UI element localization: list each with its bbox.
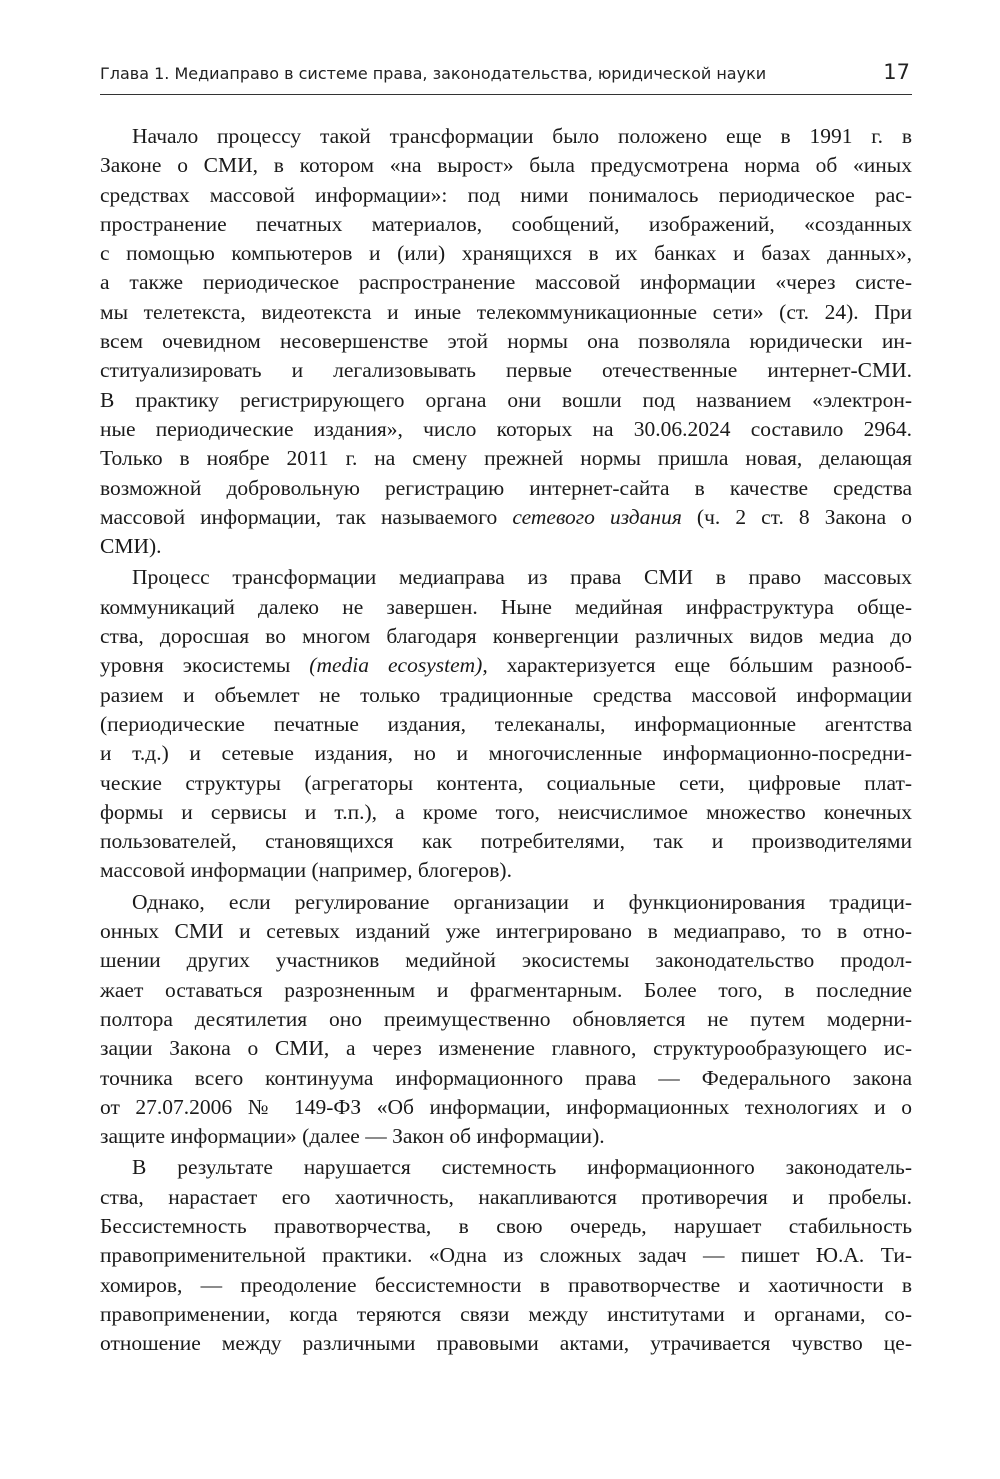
- text-line: жает оставаться разрозненным и фрагментарным. Более того, в последние: [100, 977, 912, 1002]
- text-line: ституализировать и легализовывать первые отечественные интернет-СМИ.: [100, 358, 912, 383]
- text-line: зации Закона о СМИ, а через изменение главного, структурообразующего ис-: [100, 1036, 912, 1061]
- text-line: Только в ноябре 2011 г. на смену прежней нормы пришла новая, делающая: [100, 446, 912, 471]
- text-line: пользователей, становящихся как потребителями, так и производителями: [100, 829, 912, 854]
- text-line: (периодические печатные издания, телеканалы, информационные агентства: [100, 711, 912, 736]
- text-run: характеризуется еще бóльшим разнооб-: [487, 653, 912, 678]
- text-line: хомиров, — преодоление бессистемности в правотворчестве и хаотичности в: [100, 1272, 912, 1297]
- paragraph-3: [100, 888, 912, 1152]
- text-line: разием и объемлет не только традиционные средства массовой информации: [100, 682, 912, 707]
- text-line: СМИ).: [100, 534, 162, 559]
- text-line: Начало процессу такой трансформации было положено еще в 1991 г. в: [132, 124, 912, 148]
- text-line: мы телетекста, видеотекста и иные телекоммуникационные сети» (ст. 24). При: [100, 299, 912, 324]
- text-line: возможной добровольную регистрацию интернет-сайта в качестве средства: [100, 475, 912, 500]
- text-line: полтора десятилетия оно преимущественно обновляется не путем модерни-: [100, 1006, 912, 1031]
- italic-term: сетевого издания: [512, 504, 682, 529]
- paragraph-2: [100, 563, 912, 885]
- text-line: коммуникаций далеко не завершен. Ныне медийная инфраструктура обще-: [100, 594, 912, 619]
- text-line: защите информации» (далее — Закон об информации).: [100, 1124, 605, 1149]
- text-line: В практику регистрирующего органа они вошли под названием «электрон-: [100, 387, 912, 412]
- text-line: массовой информации (например, блогеров).: [100, 858, 512, 883]
- text-line: точника всего континуума информационного права — Федерального закона: [100, 1065, 912, 1090]
- text-line: [100, 503, 912, 532]
- text-line: ства, нарастает его хаотичность, накапливаются противоречия и пробелы.: [100, 1184, 912, 1209]
- text-line: Однако, если регулирование организации и функционирования традици-: [132, 889, 912, 914]
- text-line: формы и сервисы и т.п.), а кроме того, неисчислимое множество конечных: [100, 799, 912, 824]
- text-line: ства, доросшая во многом благодаря конвергенции различных видов медиа до: [100, 624, 912, 649]
- paragraph-4: [100, 1153, 912, 1358]
- text-line: всем очевидном несовершенстве этой нормы она позволяла юридически ин-: [100, 329, 912, 354]
- text-line: от 27.07.2006 № 149-ФЗ «Об информации, информационных технологиях и о: [100, 1094, 912, 1119]
- text-line: Законе о СМИ, в котором «на вырост» была предусмотрена норма об «иных: [100, 153, 912, 178]
- text-line: ческие структуры (агрегаторы контента, социальные сети, цифровые плат-: [100, 770, 912, 795]
- running-header: [100, 60, 912, 95]
- body-text: [100, 122, 912, 1358]
- italic-term: (media ecosystem),: [309, 653, 488, 678]
- paragraph-1: [100, 122, 912, 561]
- text-line: правоприменении, когда теряются связи между институтами и органами, со-: [100, 1301, 912, 1326]
- text-line: пространение печатных материалов, сообщений, изображений, «созданных: [100, 211, 912, 236]
- text-line: шении других участников медийной экосистемы законодательство продол-: [100, 948, 912, 973]
- text-line: [100, 651, 912, 680]
- text-line: Процесс трансформации медиаправа из права СМИ в право массовых: [132, 565, 912, 590]
- text-run: уровня экосистемы: [100, 653, 310, 678]
- text-run: массовой информации, так называемого: [100, 504, 513, 529]
- running-title: Глава 1. Медиаправо в системе права, законодательства, юридической науки: [100, 64, 767, 83]
- text-run: (ч. 2 ст. 8 Закона о: [681, 504, 912, 529]
- text-line: онных СМИ и сетевых изданий уже интегрировано в медиаправо, то в отно-: [100, 919, 912, 944]
- text-line: правоприменительной практики. «Одна из сложных задач — пишет Ю.А. Ти-: [100, 1243, 912, 1268]
- text-line: В результате нарушается системность информационного законодатель-: [132, 1155, 912, 1180]
- text-line: с помощью компьютеров и (или) хранящихся в их банках и базах данных»,: [100, 241, 912, 266]
- text-line: а также периодическое распространение массовой информации «через систе-: [100, 270, 912, 295]
- text-line: ные периодические издания», число которых на 30.06.2024 составило 2964.: [100, 416, 912, 441]
- text-line: и т.д.) и сетевые издания, но и многочисленные информационно-посредни-: [100, 741, 912, 766]
- page-number: 17: [883, 60, 910, 84]
- text-line: Бессистемность правотворчества, в свою очередь, нарушает стабильность: [100, 1213, 912, 1238]
- text-line: отношение между различными правовыми актами, утрачивается чувство це-: [100, 1331, 912, 1356]
- text-line: средствах массовой информации»: под ними понималось периодическое рас-: [100, 182, 912, 207]
